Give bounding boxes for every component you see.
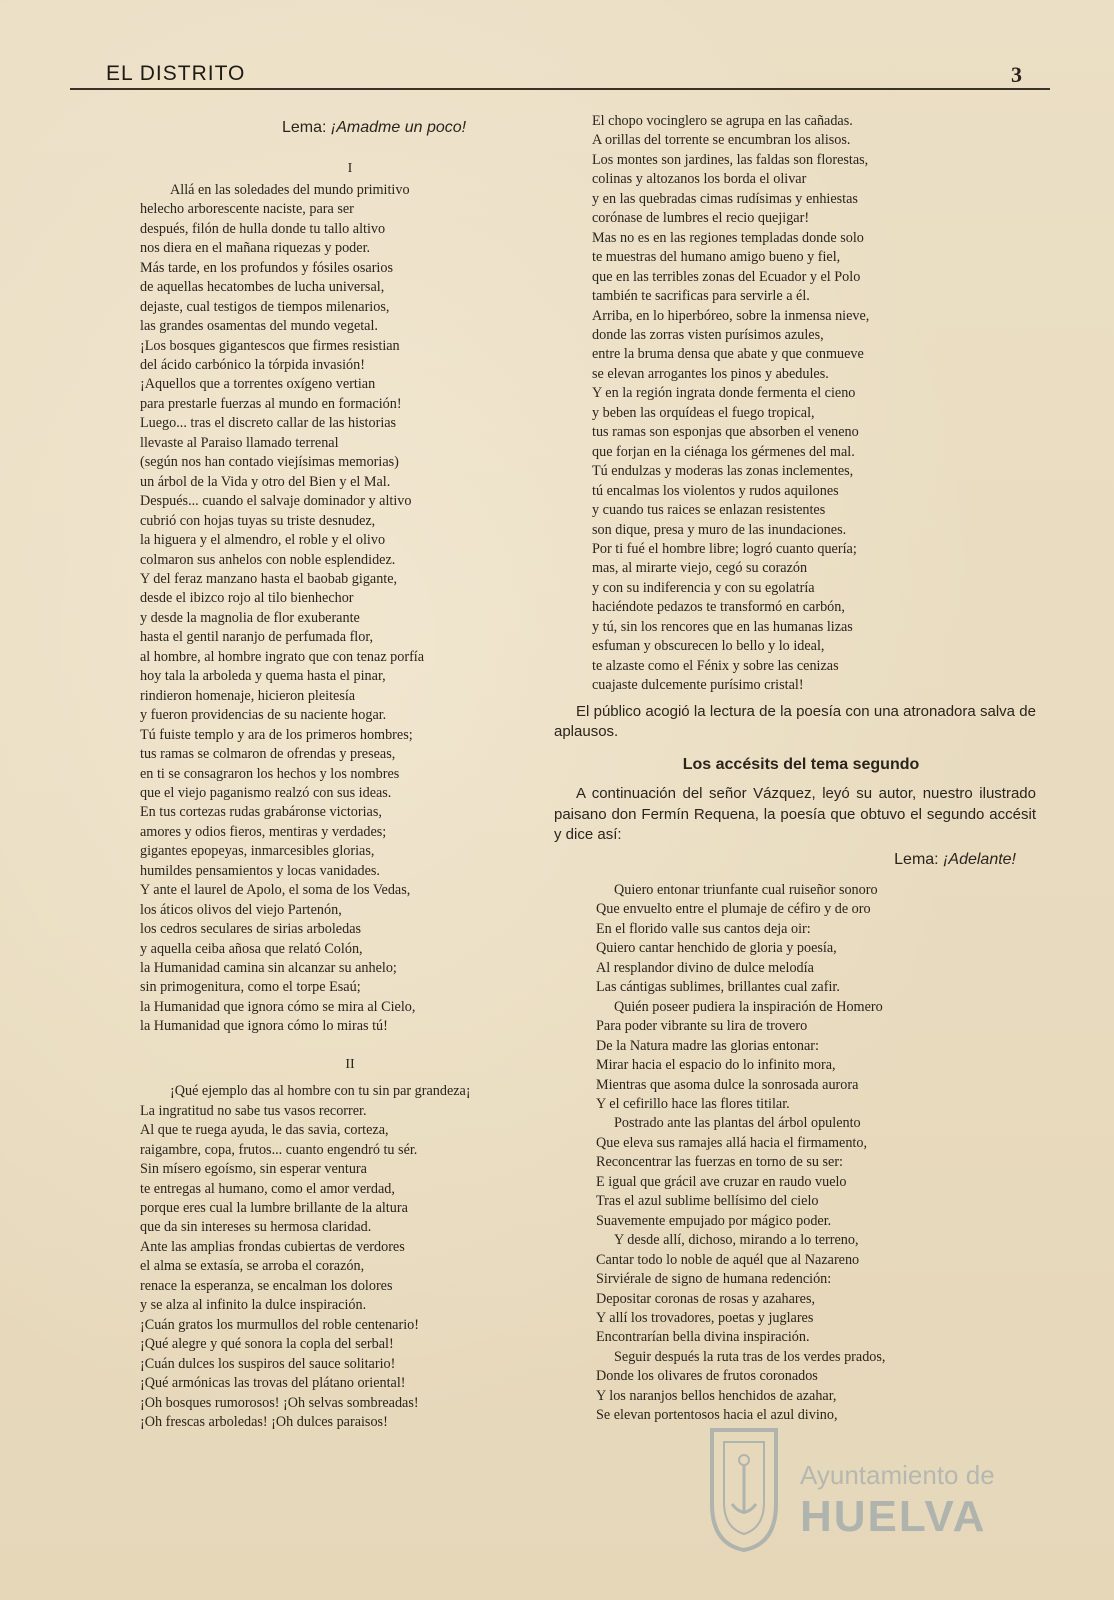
verse-line: colmaron sus anhelos con noble esplendidez. <box>140 551 396 568</box>
verse-line: Arriba, en lo hiperbóreo, sobre la inmensa nieve, <box>592 307 870 324</box>
stanza-2 <box>566 998 1036 1115</box>
verse-line: llevaste al Paraiso llamado terrenal <box>140 434 339 451</box>
verse-line: colinas y altozanos los borda el olivar <box>592 171 807 188</box>
verse-line: Que eleva sus ramajes allá hacia el firmamento, <box>596 1134 868 1151</box>
verse-line: raigambre, copa, frutos... cuanto engendró tu sér. <box>140 1141 418 1158</box>
verse-line: y tú, sin los rencores que en las humanas lizas <box>592 618 853 635</box>
verse-line: Cantar todo lo noble de aquél que al Nazareno <box>596 1251 860 1268</box>
verse-line: La ingratitud no sabe tus vasos recorrer. <box>140 1102 367 1119</box>
verse-line: te alzaste como el Fénix y sobre las cenizas <box>592 657 839 674</box>
verse-line: Las cántigas sublimes, brillantes cual zafir. <box>596 979 840 996</box>
watermark-line-2: HUELVA <box>800 1492 987 1541</box>
section-number-2: II <box>345 1056 355 1072</box>
verse-line: amores y odios fieros, mentiras y verdades; <box>140 823 387 840</box>
verse-line: haciéndote pedazos te transformó en carbón, <box>592 599 845 616</box>
right-column <box>554 112 1036 1426</box>
verse-line: tú encalmas los violentos y rudos aquilones <box>592 482 839 499</box>
verse-line: ¡Oh bosques rumorosos! ¡Oh selvas sombreadas! <box>140 1394 419 1411</box>
verse-line: El chopo vocinglero se agrupa en las cañadas. <box>592 113 853 129</box>
verse-line: para prestarle fuerzas al mundo en formación! <box>140 395 402 412</box>
verse-line: cuajaste dulcemente purísimo cristal! <box>592 677 804 694</box>
verse-line: Mirar hacia el espacio do lo infinito mora, <box>596 1057 836 1074</box>
masthead: EL DISTRITO <box>106 62 246 85</box>
verse-line: un árbol de la Vida y otro del Bien y el Mal. <box>140 473 391 490</box>
poem-continuation <box>566 112 1036 696</box>
verse-line: donde las zorras visten purísimos azules, <box>592 326 824 343</box>
poem-part-1 <box>140 181 560 1037</box>
verse-line: ¡Oh frescas arboledas! ¡Oh dulces paraisos! <box>140 1414 388 1430</box>
verse-line: hasta el gentil naranjo de perfumada flor, <box>140 629 374 646</box>
verse-line: que forjan en la ciénaga los gérmenes del mal. <box>592 443 855 460</box>
header-rule <box>70 88 1050 90</box>
intro-paragraph: A continuación del señor Vázquez, leyó su autor, nuestro ilustrado paisano don Fermín Requena, la poesía que obtuvo el segundo accésit y dice así: <box>554 785 1036 844</box>
verse-line: las grandes osamentas del mundo vegetal. <box>140 318 378 335</box>
section-subheading: Los accésits del tema segundo <box>682 755 920 773</box>
verse-line: Los montes son jardines, las faldas son florestas, <box>592 151 869 168</box>
verse-line: Y allí los trovadores, poetas y juglares <box>596 1309 814 1326</box>
left-column <box>140 112 560 1432</box>
verse-line: Y ante el laurel de Apolo, el soma de los Vedas, <box>140 882 411 899</box>
verse-line: En el florido valle sus cantos deja oir: <box>596 920 811 937</box>
verse-line: Reconcentrar las fuerzas en torno de su ser: <box>596 1154 843 1171</box>
verse-line: ¡Qué armónicas las trovas del plátano oriental! <box>140 1375 406 1392</box>
verse-line: y desde la magnolia de flor exuberante <box>140 609 360 626</box>
verse-line: Para poder vibrante su lira de trovero <box>596 1018 808 1035</box>
verse-line: dejaste, cual testigos de tiempos milenarios, <box>140 298 390 315</box>
archive-watermark <box>700 1420 1040 1570</box>
verse-line: son dique, presa y muro de las inundaciones. <box>592 521 847 538</box>
verse-line: entre la bruma densa que abate y que conmueve <box>592 346 864 363</box>
verse-line: tus ramas son esponjas que absorben el veneno <box>592 424 859 441</box>
verse-line: que el viejo paganismo realzó con sus ideas. <box>140 784 392 801</box>
verse-line: los áticos olivos del viejo Partenón, <box>140 901 342 918</box>
verse-line: Sin mísero egoísmo, sin esperar ventura <box>140 1161 367 1178</box>
verse-line: te muestras del humano amigo bueno y fiel, <box>592 249 841 266</box>
section-number: I <box>347 161 353 177</box>
verse-line: Quiero cantar henchido de gloria y poesía, <box>596 940 837 957</box>
motto-label: Lema: <box>894 850 939 868</box>
verse-line: Mientras que asoma dulce la sonrosada aurora <box>596 1076 859 1093</box>
verse-line: de aquellas hecatombes de lucha universal, <box>140 279 385 296</box>
verse-line: Tras el azul sublime bellísimo del cielo <box>596 1193 819 1210</box>
verse-line: Por ti fué el hombre libre; logró cuanto quería; <box>592 540 857 557</box>
verse-line: hoy tala la arboleda y quema hasta el pinar, <box>140 668 386 685</box>
verse-line: que da sin intereses su hermosa claridad. <box>140 1219 372 1236</box>
watermark-line-1: Ayuntamiento de <box>800 1460 995 1490</box>
motto-text: ¡Adelante! <box>943 850 1016 868</box>
verse-line: De la Natura madre las glorias entonar: <box>596 1037 819 1054</box>
verse-line: Al resplandor divino de dulce melodía <box>596 959 814 976</box>
verse-line: del ácido carbónico la tórpida invasión! <box>140 356 365 373</box>
verse-line: ¡Cuán dulces los suspiros del sauce solitario! <box>140 1355 396 1372</box>
page-header <box>106 62 1022 90</box>
verse-line: después, filón de hulla donde tu tallo altivo <box>140 220 386 237</box>
stanza-3 <box>566 1114 1036 1231</box>
verse-line: Y el cefirillo hace las flores titilar. <box>596 1095 790 1112</box>
verse-line: Que envuelto entre el plumaje de céfiro y de oro <box>596 901 871 918</box>
verse-line: Mas no es en las regiones templadas donde solo <box>592 229 864 246</box>
verse-line: mas, al mirarte viejo, cegó su corazón <box>592 560 808 577</box>
verse-line: E igual que grácil ave cruzar en raudo vuelo <box>596 1173 847 1190</box>
verse-line: Y desde allí, dichoso, mirando a lo terreno, <box>614 1232 859 1249</box>
verse-line: la Humanidad que ignora cómo lo miras tú! <box>140 1018 388 1035</box>
verse-line: Postrado ante las plantas del árbol opulento <box>614 1115 861 1132</box>
stanza-1 <box>566 881 1036 998</box>
verse-line: se elevan arrogantes los pinos y abedules. <box>592 365 829 382</box>
verse-line: Encontrarían bella divina inspiración. <box>596 1329 810 1346</box>
verse-line: Tú endulzas y moderas las zonas inclementes, <box>592 463 854 480</box>
verse-line: helecho arborescente naciste, para ser <box>140 201 354 218</box>
verse-line: Quién poseer pudiera la inspiración de Homero <box>614 998 883 1015</box>
verse-line: Y en la región ingrata donde fermenta el cieno <box>592 385 856 402</box>
verse-line: desde el ibizco rojo al tilo bienhechor <box>140 590 354 607</box>
applause-paragraph: El público acogió la lectura de la poesía con una atronadora salva de aplausos. <box>554 702 1036 741</box>
verse-line: Y del feraz manzano hasta el baobab gigante, <box>140 570 398 587</box>
verse-line: renace la esperanza, se encalman los dolores <box>140 1277 393 1294</box>
second-poem-motto <box>566 850 1036 869</box>
verse-line: Luego... tras el discreto callar de las historias <box>140 415 397 432</box>
verse-line: y con su indiferencia y con su egolatría <box>592 579 815 596</box>
verse-line: el alma se extasía, se arroba el corazón, <box>140 1258 365 1275</box>
verse-line: ¡Qué alegre y qué sonora la copla del serbal! <box>140 1336 394 1353</box>
verse-line: En tus cortezas rudas grabáronse victorias, <box>140 804 382 821</box>
verse-line: y se alza al infinito la dulce inspiración. <box>140 1297 367 1314</box>
verse-line: gigantes epopeyas, inmarcesibles glorias, <box>140 843 375 860</box>
motto-text: ¡Amadme un poco! <box>330 119 467 136</box>
stanza-5 <box>566 1348 1036 1426</box>
verse-line: porque eres cual la lumbre brillante de la altura <box>140 1200 408 1217</box>
verse-line: sin primogenitura, como el torpe Esaú; <box>140 979 361 996</box>
motto-label: Lema: <box>282 119 327 136</box>
verse-line: y aquella ceiba añosa que relató Colón, <box>140 940 363 957</box>
verse-line: Se elevan portentosos hacia el azul divino, <box>596 1407 838 1424</box>
verse-line: Seguir después la ruta tras de los verdes prados, <box>614 1348 886 1365</box>
verse-line: ¡Cuán gratos los murmullos del roble centenario! <box>140 1316 419 1333</box>
verse-line: la higuera y el almendro, el roble y el olivo <box>140 532 386 549</box>
verse-line: Después... cuando el salvaje dominador y altivo <box>140 493 412 510</box>
verse-line: los cedros seculares de sirias arboledas <box>140 921 362 938</box>
page-number: 3 <box>1011 62 1022 87</box>
verse-line: y fueron providencias de su naciente hogar. <box>140 707 387 724</box>
poem-part-2 <box>140 1082 560 1432</box>
verse-line: y cuando tus raices se enlazan resistentes <box>592 502 826 519</box>
verse-line: Suavemente empujado por mágico poder. <box>596 1212 832 1229</box>
verse-line: la Humanidad que ignora cómo se mira al Cielo, <box>140 998 416 1015</box>
verse-line: tus ramas se colmaron de ofrendas y preseas, <box>140 746 396 763</box>
verse-line: Tú fuiste templo y ara de los primeros hombres; <box>140 726 413 743</box>
verse-line: y en las quebradas cimas rudísimas y enhiestas <box>592 190 858 207</box>
verse-line: Allá en las soledades del mundo primitivo <box>170 181 410 198</box>
verse-line: humildes pensamientos y locas vanidades. <box>140 862 380 879</box>
stanza-4 <box>566 1231 1036 1348</box>
verse-line: en ti se consagraron los hechos y los nombres <box>140 765 400 782</box>
verse-line: A orillas del torrente se encumbran los alisos. <box>592 132 851 149</box>
verse-line: Sirviérale de signo de humana redención: <box>596 1271 832 1288</box>
verse-line: cubrió con hojas tuyas su triste desnudez, <box>140 512 376 529</box>
verse-line: y beben las orquídeas el fuego tropical, <box>592 404 815 421</box>
verse-line: esfuman y obscurecen lo bello y lo ideal, <box>592 638 825 655</box>
verse-line: Depositar coronas de rosas y azahares, <box>596 1290 816 1307</box>
verse-line: rindieron homenaje, hicieron pleitesía <box>140 687 356 704</box>
verse-line: ¡Los bosques gigantescos que firmes resistian <box>140 337 400 354</box>
verse-line: Quiero entonar triunfante cual ruiseñor sonoro <box>614 882 878 898</box>
verse-line: Donde los olivares de frutos coronados <box>596 1368 818 1385</box>
coat-of-arms-icon <box>704 1424 784 1554</box>
verse-line: que en las terribles zonas del Ecuador y el Polo <box>592 268 861 285</box>
verse-line: te entregas al humano, como el amor verdad, <box>140 1180 395 1197</box>
verse-line: Más tarde, en los profundos y fósiles osarios <box>140 259 393 276</box>
verse-line: Y los naranjos bellos henchidos de azahar, <box>596 1387 837 1404</box>
verse-line: nos diera en el mañana riquezas y poder. <box>140 240 371 257</box>
verse-line: corónase de lumbres el recio quejigar! <box>592 210 810 227</box>
verse-line: ¡Qué ejemplo das al hombre con tu sin par grandeza¡ <box>170 1083 471 1100</box>
verse-line: Al que te ruega ayuda, le das savia, corteza, <box>140 1122 389 1139</box>
verse-line: también te sacrificas para servirle a él. <box>592 288 810 305</box>
poem-motto <box>140 118 560 137</box>
verse-line: al hombre, al hombre ingrato que con tenaz porfía <box>140 648 425 665</box>
verse-line: la Humanidad camina sin alcanzar su anhelo; <box>140 960 397 977</box>
verse-line: Ante las amplias frondas cubiertas de verdores <box>140 1238 405 1255</box>
verse-line: (según nos han contado viejísimas memorias) <box>140 454 399 471</box>
verse-line: ¡Aquellos que a torrentes oxígeno vertian <box>140 376 376 393</box>
